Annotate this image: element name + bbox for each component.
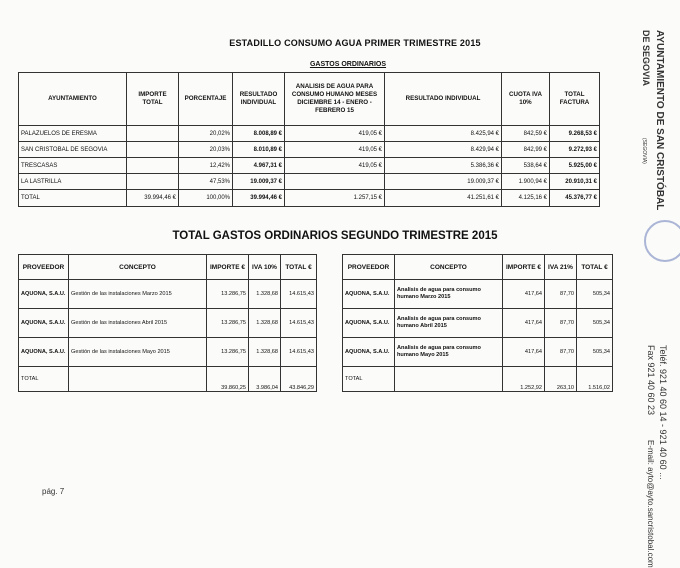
table-header-row [19,73,600,126]
header-cell: TOTAL FACTURA [550,73,600,126]
table-row [343,338,613,367]
table-row [343,309,613,338]
proveedor-cell: AQUONA, S.A.U. [343,280,395,309]
letterhead-fax: Fax 921 40 60 23 [646,345,656,416]
header-cell: IVA 21% [545,255,577,280]
resultado-cell: 8.008,89 € [233,126,285,142]
total-cell: 505,34 [577,280,613,309]
second-quarter-title: TOTAL GASTOS ORDINARIOS SEGUNDO TRIMESTRE 2015 [172,230,498,242]
total-label: TOTAL [19,190,127,207]
table-total-row [19,190,600,207]
iva-cell: 1.900,94 € [502,174,550,190]
total-cell: 14.615,43 [281,338,317,367]
iva-cell: 1.328,68 [249,309,281,338]
analisis-cell: 1.257,15 € [285,190,385,207]
iva-cell: 87,70 [545,309,577,338]
table-row [19,126,600,142]
total-cell: 505,34 [577,338,613,367]
porcentaje-cell: 12,42% [179,158,233,174]
first-quarter-table [18,72,600,207]
concepto-cell: Analisis de agua para consumo humano Marzo 2015 [395,280,503,309]
resultado2-cell: 8.429,94 € [385,142,502,158]
total-cell: 5.925,00 € [550,158,600,174]
header-cell: IVA 10% [249,255,281,280]
table-row [19,142,600,158]
iva-cell: 1.328,68 [249,280,281,309]
total-cell: 9.268,53 € [550,126,600,142]
header-cell: AYUNTAMIENTO [19,73,127,126]
analisis-cell [285,174,385,190]
resultado2-cell: 5.386,36 € [385,158,502,174]
water-analysis-table [342,254,613,392]
header-cell: RESULTADO INDIVIDUAL [233,73,285,126]
importe-cell: 417,64 [503,309,545,338]
resultado-cell: 19.009,37 € [233,174,285,190]
letterhead-sidebar [636,0,680,568]
total-cell: 505,34 [577,309,613,338]
table-row [19,338,317,367]
iva-cell: 3.986,04 [249,367,281,392]
concepto-cell: Analisis de agua para consumo humano Mayo 2015 [395,338,503,367]
total-cell: 14.615,43 [281,280,317,309]
importe-cell: 13.286,75 [207,338,249,367]
proveedor-cell: AQUONA, S.A.U. [19,338,69,367]
header-cell: TOTAL € [577,255,613,280]
header-cell: IMPORTE TOTAL [127,73,179,126]
concepto-cell: Gestión de las instalaciones Mayo 2015 [69,338,207,367]
letterhead-line: DE SEGOVIA [641,30,651,87]
importe-cell [127,126,179,142]
header-cell: IMPORTE € [503,255,545,280]
letterhead-phone: Teléf. 921 40 60 14 - 921 40 60 ... [658,345,668,480]
header-cell: CONCEPTO [69,255,207,280]
letterhead-email: E-mail: ayto@ayto.sancristobal.com [646,440,655,568]
iva-cell: 87,70 [545,338,577,367]
total-cell: 45.376,77 € [550,190,600,207]
total-cell: 43.846,29 [281,367,317,392]
table-row [19,158,600,174]
concepto-cell: Gestión de las instalaciones Marzo 2015 [69,280,207,309]
proveedor-cell: AQUONA, S.A.U. [343,309,395,338]
page-number: pág. 7 [42,487,65,496]
importe-cell: 39.994,46 € [127,190,179,207]
table-total-row [19,367,317,392]
table-row [19,309,317,338]
analisis-cell: 419,05 € [285,158,385,174]
header-cell: CONCEPTO [395,255,503,280]
total-label: TOTAL [19,367,69,392]
analisis-cell: 419,05 € [285,126,385,142]
total-label: TOTAL [343,367,395,392]
concepto-cell: Gestión de las instalaciones Abril 2015 [69,309,207,338]
resultado2-cell: 41.251,61 € [385,190,502,207]
empty-cell [395,367,503,392]
total-cell: 1.516,02 [577,367,613,392]
header-cell: TOTAL € [281,255,317,280]
porcentaje-cell: 20,02% [179,126,233,142]
header-cell: IMPORTE € [207,255,249,280]
letterhead-line: AYUNTAMIENTO DE SAN CRISTÓBAL [654,30,665,211]
analisis-cell: 419,05 € [285,142,385,158]
header-cell: PROVEEDOR [343,255,395,280]
header-cell: RESULTADO INDIVIDUAL [385,73,502,126]
empty-cell [69,367,207,392]
iva-cell: 538,64 € [502,158,550,174]
header-cell: PROVEEDOR [19,255,69,280]
concepto-cell: Analisis de agua para consumo humano Abril 2015 [395,309,503,338]
iva-cell: 4.125,16 € [502,190,550,207]
importe-cell: 1.252,92 [503,367,545,392]
iva-cell: 87,70 [545,280,577,309]
ayuntamiento-cell: LA LASTRILLA [19,174,127,190]
letterhead-line: (SEGOVIA) [641,138,647,164]
table-row [19,174,600,190]
proveedor-cell: AQUONA, S.A.U. [19,309,69,338]
importe-cell: 417,64 [503,280,545,309]
iva-cell: 1.328,68 [249,338,281,367]
iva-cell: 263,10 [545,367,577,392]
importe-cell [127,142,179,158]
importe-cell: 39.860,25 [207,367,249,392]
header-cell: PORCENTAJE [179,73,233,126]
resultado-cell: 8.010,89 € [233,142,285,158]
stamp-seal [644,220,680,262]
management-costs-table [18,254,317,392]
ayuntamiento-cell: PALAZUELOS DE ERESMA [19,126,127,142]
table-row [343,280,613,309]
resultado-cell: 4.967,31 € [233,158,285,174]
header-cell: CUOTA IVA 10% [502,73,550,126]
importe-cell [127,174,179,190]
porcentaje-cell: 47,53% [179,174,233,190]
proveedor-cell: AQUONA, S.A.U. [19,280,69,309]
resultado-cell: 39.994,46 € [233,190,285,207]
porcentaje-cell: 100,00% [179,190,233,207]
total-cell: 9.272,93 € [550,142,600,158]
table-header-row [343,255,613,280]
importe-cell [127,158,179,174]
ayuntamiento-cell: TRESCASAS [19,158,127,174]
importe-cell: 13.286,75 [207,309,249,338]
importe-cell: 13.286,75 [207,280,249,309]
table-header-row [19,255,317,280]
header-cell: ANALISIS DE AGUA PARA CONSUMO HUMANO MESES DICIEMBRE 14 - ENERO - FEBRERO 15 [285,73,385,126]
resultado2-cell: 19.009,37 € [385,174,502,190]
ayuntamiento-cell: SAN CRISTOBAL DE SEGOVIA [19,142,127,158]
importe-cell: 417,64 [503,338,545,367]
table-row [19,280,317,309]
proveedor-cell: AQUONA, S.A.U. [343,338,395,367]
section-subtitle: GASTOS ORDINARIOS [309,61,387,68]
resultado2-cell: 8.425,94 € [385,126,502,142]
iva-cell: 842,99 € [502,142,550,158]
iva-cell: 842,59 € [502,126,550,142]
document-title: ESTADILLO CONSUMO AGUA PRIMER TRIMESTRE 2015 [229,38,481,48]
table-total-row [343,367,613,392]
total-cell: 20.910,31 € [550,174,600,190]
porcentaje-cell: 20,03% [179,142,233,158]
total-cell: 14.615,43 [281,309,317,338]
